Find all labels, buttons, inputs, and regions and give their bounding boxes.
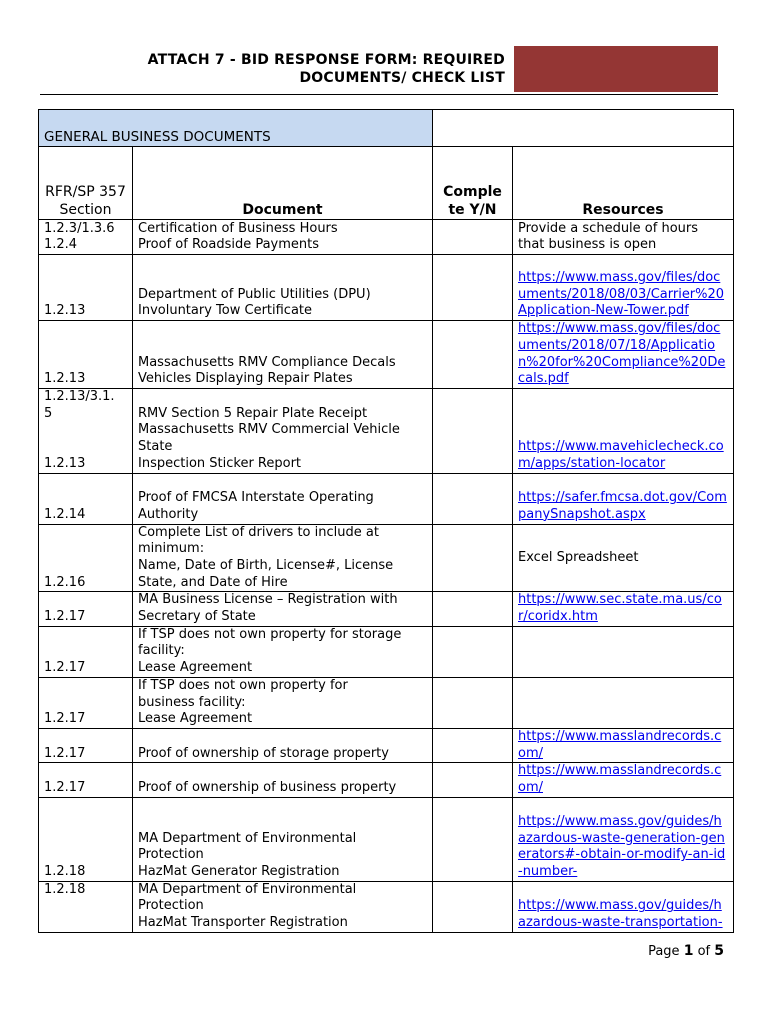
complete-yn-cell[interactable] [433,626,513,677]
resources-cell [513,881,734,932]
resource-link[interactable]: https://www.masslandrecords.com/ [518,728,722,761]
rfr-section-line: 1.2.13/3.1. [44,389,115,404]
rfr-section-line [44,915,127,932]
document-line: Lease Agreement [138,660,253,676]
rfr-section-line: 1.2.13 [44,371,86,387]
rfr-section-line [44,422,127,439]
resource-text: Excel Spreadsheet [518,549,639,565]
resources-cell [513,321,734,389]
footer-page-label: Page [648,944,680,959]
complete-yn-cell[interactable] [433,592,513,626]
rfr-section-line: 1.2.18 [44,864,86,880]
rfr-section-cell [39,881,133,932]
rfr-section-line: 5 [44,405,53,421]
complete-yn-cell[interactable] [433,797,513,881]
document-line: Protection [138,898,204,914]
complete-yn-cell[interactable] [433,473,513,524]
rfr-section-cell [39,626,133,677]
document-line: Involuntary Tow Certificate [138,303,313,319]
document-cell [133,473,433,524]
document-line: Proof of ownership of business property [138,780,397,796]
resource-link[interactable]: https://www.mass.gov/files/documents/2018/07/18/Application%20for%20Compliance%20Decals.pdf [518,321,726,387]
section-header-empty [433,110,734,147]
rfr-section-cell [39,728,133,762]
resources-cell [513,677,734,728]
rfr-section-cell [39,677,133,728]
rfr-section-cell [39,220,133,255]
section-title: GENERAL BUSINESS DOCUMENTS [39,110,433,147]
document-cell [133,728,433,762]
table-row [39,389,734,474]
table-row [39,321,734,389]
document-cell [133,389,433,474]
document-line: Lease Agreement [138,711,253,727]
document-line: MA Department of Environmental [138,830,357,846]
footer-of-label: of [697,944,711,959]
table-row [39,592,734,626]
document-line: Authority [138,506,199,522]
rfr-section-cell [39,797,133,881]
rfr-section-line [44,898,127,915]
rfr-section-line: 1.2.17 [44,745,86,761]
rfr-section-line: 1.2.17 [44,609,86,625]
document-line: Secretary of State [138,609,256,625]
complete-yn-cell[interactable] [433,763,513,797]
resources-cell [513,763,734,797]
col-header-rfr: RFR/SP 357 Section [39,147,133,220]
document-line: Department of Public Utilities (DPU) [138,286,371,302]
rfr-section-line [44,439,127,456]
resource-link[interactable]: https://www.mavehiclecheck.com/apps/station-locator [518,439,724,471]
document-line: State, and Date of Hire [138,574,288,590]
rfr-section-line: 1.2.18 [44,881,86,897]
document-line: Vehicles Displaying Repair Plates [138,371,353,387]
table-row [39,220,734,255]
rfr-section-cell [39,592,133,626]
section-header-row [39,110,734,147]
document-cell [133,763,433,797]
resources-cell [513,389,734,474]
document-cell [133,321,433,389]
complete-yn-cell[interactable] [433,881,513,932]
complete-yn-cell[interactable] [433,389,513,474]
table-row [39,763,734,797]
table-row [39,255,734,321]
complete-yn-cell[interactable] [433,524,513,592]
document-line: business facility: [138,694,246,710]
document-cell [133,220,433,255]
rfr-section-line: 1.2.17 [44,780,86,796]
document-cell [133,592,433,626]
footer-page-total: 5 [714,943,724,959]
document-cell [133,255,433,321]
resource-link[interactable]: https://www.mass.gov/guides/hazardous-waste-transportation- [518,898,723,931]
document-line: Inspection Sticker Report [138,455,302,471]
complete-yn-cell[interactable] [433,255,513,321]
resources-cell [513,626,734,677]
document-cell [133,524,433,592]
document-line: facility: [138,643,185,659]
rfr-section-line: 1.2.17 [44,711,86,727]
rfr-section-line: 1.2.16 [44,574,86,590]
resources-cell [513,728,734,762]
resource-link[interactable]: https://www.sec.state.ma.us/cor/coridx.htm [518,592,722,625]
rfr-section-cell [39,763,133,797]
rfr-section-line: 1.2.13 [44,455,86,471]
header-rule [40,94,718,95]
resource-link[interactable]: https://www.masslandrecords.com/ [518,763,722,796]
form-title-line-1: ATTACH 7 - BID RESPONSE FORM: REQUIRED [147,52,505,68]
page-footer [648,943,724,959]
document-line: MA Department of Environmental [138,881,357,897]
resources-cell [513,524,734,592]
column-header-row [39,147,734,220]
document-line: Complete List of drivers to include at [138,524,379,540]
document-line: Protection [138,847,204,863]
complete-yn-cell[interactable] [433,728,513,762]
resources-cell [513,473,734,524]
checklist-table [38,109,734,933]
document-line: Proof of FMCSA Interstate Operating [138,490,374,506]
document-line: RMV Section 5 Repair Plate Receipt [138,405,368,421]
complete-yn-cell[interactable] [433,677,513,728]
complete-yn-cell[interactable] [433,321,513,389]
document-line: Massachusetts RMV Compliance Decals [138,354,396,370]
resources-cell [513,592,734,626]
document-line: State [138,439,173,455]
document-line: HazMat Generator Registration [138,864,340,880]
table-row [39,473,734,524]
document-line: If TSP does not own property for [138,677,348,693]
header-red-block [514,46,718,92]
document-line: Proof of ownership of storage property [138,745,389,761]
resources-cell [513,220,734,255]
table-row [39,797,734,881]
form-title-line-2: DOCUMENTS/ CHECK LIST [299,70,505,86]
document-cell [133,626,433,677]
document-cell [133,797,433,881]
document-line: Certification of Business Hours [138,220,338,236]
table-row [39,524,734,592]
rfr-section-cell [39,524,133,592]
rfr-section-cell [39,473,133,524]
complete-yn-cell[interactable] [433,220,513,255]
rfr-section-cell [39,389,133,474]
col-header-resources: Resources [513,147,734,220]
document-line: HazMat Transporter Registration [138,915,348,931]
form-title [40,51,505,87]
resource-link[interactable]: https://www.mass.gov/guides/hazardous-waste-generation-generators#-obtain-or-modify-an-id-number- [518,813,726,880]
footer-page-number: 1 [683,943,694,959]
document-line: MA Business License – Registration with [138,592,398,608]
rfr-section-cell [39,255,133,321]
table-row [39,626,734,677]
rfr-section-line: 1.2.17 [44,660,86,676]
resources-cell [513,797,734,881]
table-row [39,881,734,932]
rfr-section-line: 1.2.3/1.3.6 [44,220,115,236]
document-cell [133,881,433,932]
document-line: minimum: [138,541,205,557]
document-line: Proof of Roadside Payments [138,237,320,253]
rfr-section-line: 1.2.13 [44,303,86,319]
document-line: Name, Date of Birth, License#, License [138,557,394,573]
document-cell [133,677,433,728]
resource-link[interactable]: https://www.mass.gov/files/documents/2018/08/03/Carrier%20Application-New-Tower.pdf [518,269,725,319]
col-header-document: Document [133,147,433,220]
table-row [39,728,734,762]
resource-link[interactable]: https://safer.fmcsa.dot.gov/CompanySnapshot.aspx [518,490,727,522]
rfr-section-line: 1.2.14 [44,506,86,522]
document-line: Massachusetts RMV Commercial Vehicle [138,422,400,438]
rfr-section-cell [39,321,133,389]
table-row [39,677,734,728]
rfr-section-line: 1.2.4 [44,237,78,253]
resources-cell [513,255,734,321]
col-header-complete: Comple te Y/N [433,147,513,220]
resource-text: Provide a schedule of hours that business is open [518,220,699,253]
document-line: If TSP does not own property for storage [138,626,402,642]
